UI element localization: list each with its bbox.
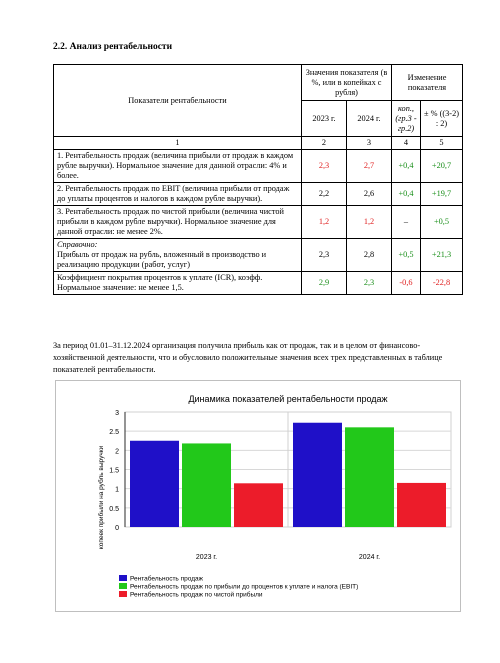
- legend-swatch: [119, 583, 127, 589]
- chart-canvas: [56, 381, 460, 611]
- value-2024: 2,8: [347, 239, 392, 272]
- summary-paragraph: За период 01.01–31.12.2024 организация получила прибыль как от продаж, так и в целом от финансово-хозяйственной деятельности, что и обусловило положительные значения всех трех представленных в таблице показателей рентабельности.: [53, 341, 443, 375]
- x-tick-label: 2024 г.: [358, 554, 381, 561]
- header-change-pct: ± % ((3-2) : 2): [421, 101, 463, 137]
- bar: [293, 423, 342, 527]
- bar: [182, 443, 231, 527]
- value-2023: 1,2: [302, 206, 347, 239]
- row-label: [54, 239, 302, 272]
- y-tick-label: 0.5: [109, 505, 119, 513]
- value-2023: 2,3: [302, 150, 347, 183]
- bar: [397, 483, 446, 527]
- value-2024: 2,6: [347, 183, 392, 206]
- table-row: [54, 183, 463, 206]
- profitability-table: [53, 64, 463, 295]
- y-tick-label: 3: [115, 410, 119, 417]
- table-row: [54, 206, 463, 239]
- header-year-2024: 2024 г.: [347, 101, 392, 137]
- reference-prefix: Справочно:: [57, 240, 98, 249]
- value-pct: +19,7: [421, 183, 463, 206]
- section-heading: 2.2. Анализ рентабельности: [53, 42, 173, 52]
- table-row: [54, 150, 463, 183]
- value-change: -0,6: [392, 272, 421, 295]
- legend-label: Рентабельность продаж по прибыли до процентов к уплате и налога (EBIT): [130, 583, 359, 591]
- column-number: 3: [347, 137, 392, 150]
- y-tick-label: 2.5: [109, 429, 119, 437]
- legend-label: Рентабельность продаж: [130, 575, 203, 583]
- header-change-group: Изменение показателя: [392, 65, 463, 101]
- y-tick-label: 2: [115, 448, 119, 456]
- column-numbers-row: [54, 137, 463, 150]
- value-2023: 2,3: [302, 239, 347, 272]
- value-change: +0,5: [392, 239, 421, 272]
- profitability-chart: [55, 380, 461, 612]
- header-values-group: Значения показателя (в %, или в копейках с рубля): [302, 65, 392, 101]
- x-tick-label: 2023 г.: [195, 554, 218, 561]
- legend-swatch: [119, 591, 127, 597]
- row-label-text: Прибыль от продаж на рубль, вложенный в производство и реализацию продукции (работ, услуг): [57, 250, 267, 269]
- column-number: 5: [421, 137, 463, 150]
- table-row: [54, 239, 463, 272]
- value-change: +0,4: [392, 150, 421, 183]
- table-row: [54, 272, 463, 295]
- chart-title: Динамика показателей рентабельности продаж: [188, 394, 388, 404]
- value-change: –: [392, 206, 421, 239]
- y-tick-label: 1.5: [109, 467, 119, 475]
- y-tick-label: 1: [115, 486, 119, 494]
- column-number: 4: [392, 137, 421, 150]
- value-change: +0,4: [392, 183, 421, 206]
- bar: [234, 483, 283, 527]
- row-label: 3. Рентабельность продаж по чистой прибыли (величина чистой прибыли в каждом рубле выручки). Нормальное значение для данной отрасли: не менее 2%.: [54, 206, 302, 239]
- legend-swatch: [119, 575, 127, 581]
- value-2024: 1,2: [347, 206, 392, 239]
- header-indicators: Показатели рентабельности: [54, 65, 302, 137]
- value-2024: 2,3: [347, 272, 392, 295]
- value-2024: 2,7: [347, 150, 392, 183]
- header-year-2023: 2023 г.: [302, 101, 347, 137]
- legend-label: Рентабельность продаж по чистой прибыли: [130, 591, 263, 599]
- y-axis-label: копеек прибыли на рубль выручки: [98, 445, 105, 550]
- bar: [130, 441, 179, 527]
- bar: [345, 427, 394, 527]
- value-2023: 2,2: [302, 183, 347, 206]
- y-tick-label: 0: [115, 525, 119, 532]
- column-number: 1: [54, 137, 302, 150]
- row-label: 2. Рентабельность продаж по EBIT (величина прибыли от продаж до уплаты процентов и налогов в каждом рубле выручки).: [54, 183, 302, 206]
- value-2023: 2,9: [302, 272, 347, 295]
- row-label: Коэффициент покрытия процентов к уплате (ICR), коэфф. Нормальное значение: не менее 1,5.: [54, 272, 302, 295]
- value-pct: +20,7: [421, 150, 463, 183]
- header-change-abs: коп., (гр.3 - гр.2): [392, 101, 421, 137]
- value-pct: -22,8: [421, 272, 463, 295]
- value-pct: +0,5: [421, 206, 463, 239]
- value-pct: +21,3: [421, 239, 463, 272]
- column-number: 2: [302, 137, 347, 150]
- row-label: 1. Рентабельность продаж (величина прибыли от продаж в каждом рубле выручки). Нормальное значение для данной отрасли: 4% и более.: [54, 150, 302, 183]
